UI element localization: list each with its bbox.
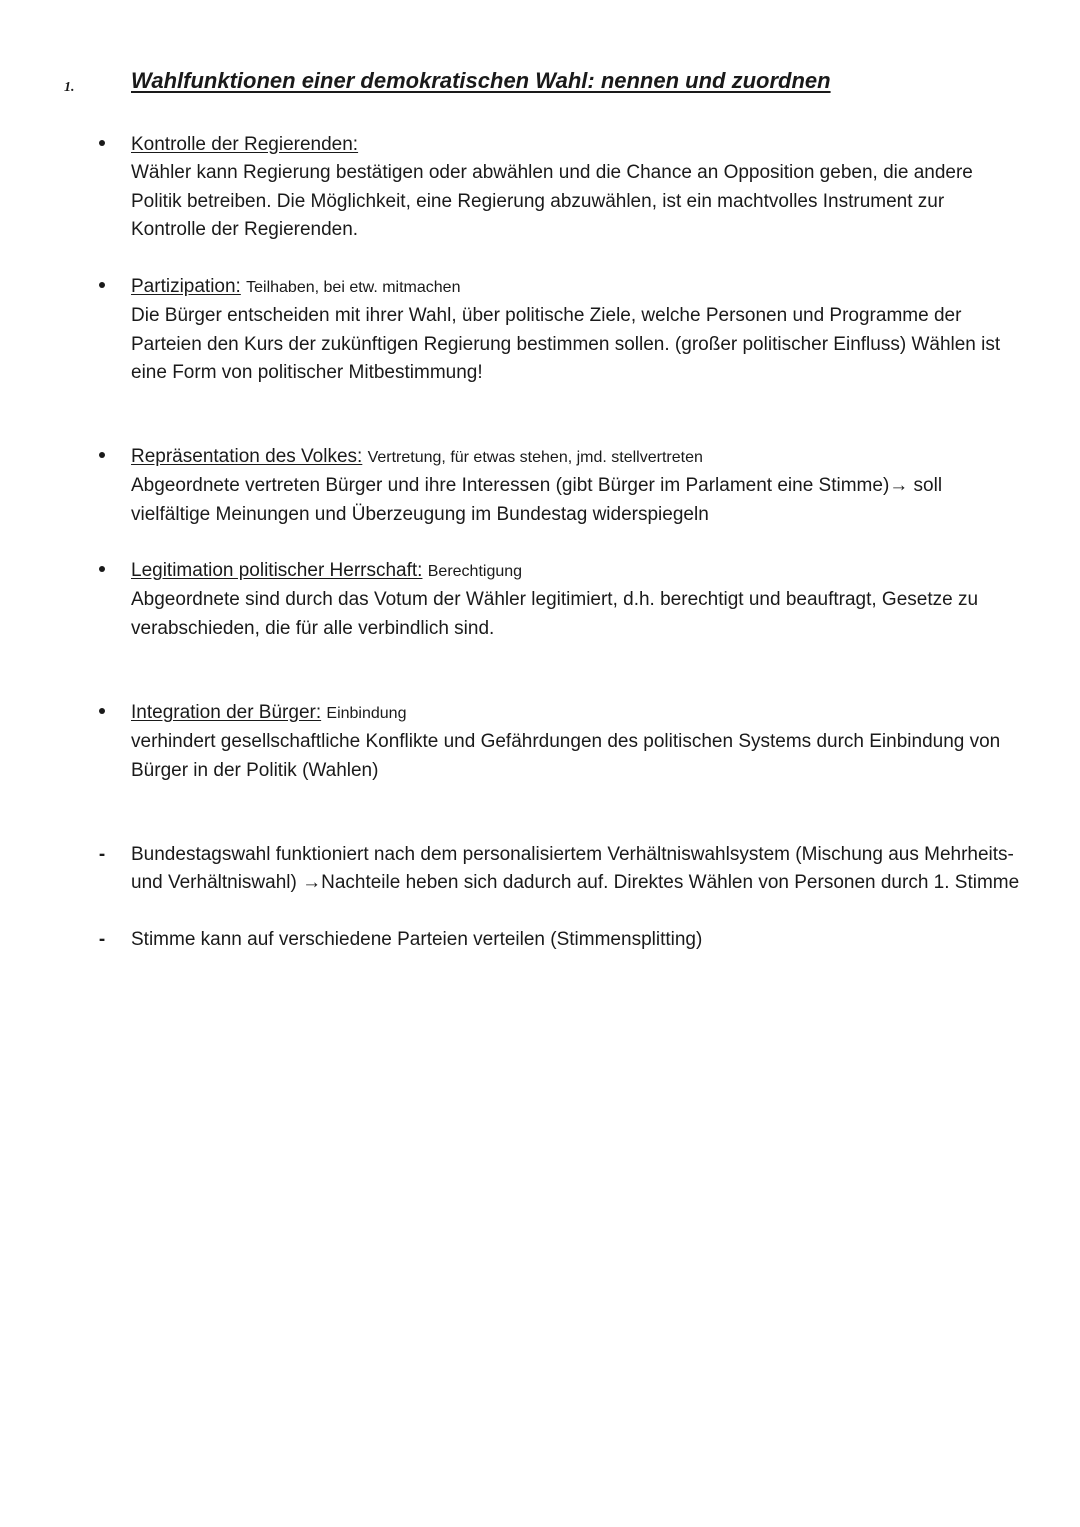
function-description: verhindert gesellschaftliche Konflikte und Gefährdungen des politischen Systems durch Einbindung von Bürger in der Politik (Wahlen)	[131, 731, 1001, 781]
function-description: Die Bürger entscheiden mit ihrer Wahl, über politische Ziele, welche Personen und Programme der Parteien den Kurs der zukünftigen Regierung bestimmen sollen. (großer politischer Einfluss) Wählen ist eine Form von politischer Mitbestimmung!	[131, 305, 1001, 384]
function-item-kontrolle	[131, 131, 1021, 245]
bullet-icon	[96, 131, 108, 159]
note-item: Bundestagswahl funktioniert nach dem personalisiertem Verhältniswahlsystem (Mischung aus Mehrheits- und Verhältniswahl) →Nachteile heben sich dadurch auf. Direktes Wählen von Personen durch 1. Stimme	[131, 844, 1020, 894]
function-term: Legitimation politischer Herrschaft:	[131, 560, 423, 581]
bullet-icon	[96, 699, 108, 727]
function-term: Integration der Bürger:	[131, 702, 322, 723]
function-heading-line	[131, 273, 1021, 302]
note-item: Stimme kann auf verschiedene Parteien verteilen (Stimmensplitting)	[131, 929, 703, 950]
function-term: Kontrolle der Regierenden:	[131, 134, 359, 155]
function-item-partizipation	[131, 273, 1021, 388]
section-number: 1.	[64, 80, 75, 95]
bullet-icon	[96, 557, 108, 585]
function-item-repraesentation	[131, 443, 1021, 529]
dash-icon	[96, 841, 108, 869]
function-item-legitimation	[131, 557, 1021, 643]
function-description: Abgeordnete sind durch das Votum der Wähler legitimiert, d.h. berechtigt und beauftragt, Gesetze zu verabschieden, die für alle verbindlich sind.	[131, 589, 979, 639]
function-gloss: Vertretung, für etwas stehen, jmd. stellvertreten	[367, 449, 703, 466]
function-heading-line	[131, 131, 1021, 159]
function-description: Wähler kann Regierung bestätigen oder abwählen und die Chance an Opposition geben, die andere Politik betreiben. Die Möglichkeit, eine Regierung abzuwählen, ist ein machtvolles Instrument zur Kontrolle der Regierenden.	[131, 162, 973, 241]
function-heading-line	[131, 699, 1021, 728]
function-term: Repräsentation des Volkes:	[131, 446, 363, 467]
function-gloss: Teilhaben, bei etw. mitmachen	[246, 279, 461, 296]
function-heading-line	[131, 557, 1021, 586]
function-description: Abgeordnete vertreten Bürger und ihre Interessen (gibt Bürger im Parlament eine Stimme)→ soll vielfältige Meinungen und Überzeugung im Bundestag widerspiegeln	[131, 475, 943, 525]
section-heading: Wahlfunktionen einer demokratischen Wahl: nennen und zuordnen	[131, 68, 831, 93]
function-heading-line	[131, 443, 1021, 472]
function-item-integration	[131, 699, 1021, 785]
function-term: Partizipation:	[131, 276, 241, 297]
dash-icon	[96, 926, 108, 954]
function-gloss: Berechtigung	[427, 563, 523, 580]
bullet-icon	[96, 443, 108, 471]
bullet-icon	[96, 273, 108, 301]
function-gloss: Einbindung	[326, 705, 407, 722]
